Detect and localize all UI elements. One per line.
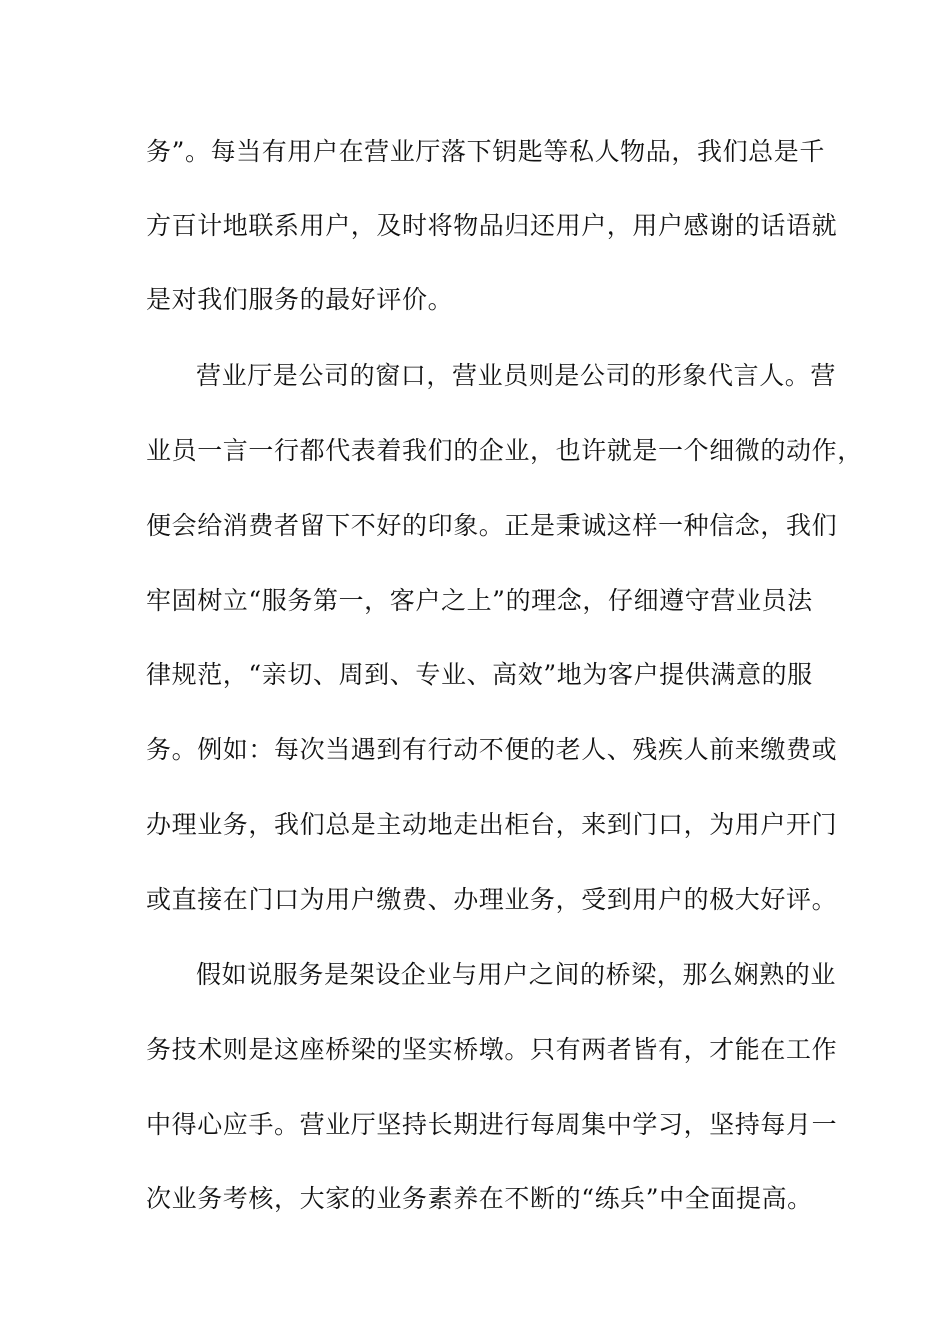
text-line: 务”。每当有用户在营业厅落下钥匙等私人物品，我们总是千 <box>146 137 825 166</box>
text-line: 务。例如：每次当遇到有行动不便的老人、残疾人前来缴费或 <box>146 735 838 764</box>
text-line: 或直接在门口为用户缴费、办理业务，受到用户的极大好评。 <box>146 885 838 914</box>
text-line: 中得心应手。营业厅坚持长期进行每周集中学习，坚持每月一 <box>146 1110 838 1139</box>
text-line: 次业务考核，大家的业务素养在不断的“练兵”中全面提高。 <box>146 1184 813 1213</box>
text-line: 务技术则是这座桥梁的坚实桥墩。只有两者皆有，才能在工作 <box>146 1035 838 1064</box>
text-line: 律规范，“亲切、周到、专业、高效”地为客户提供满意的服 <box>146 660 813 689</box>
text-line: 牢固树立“服务第一，客户之上”的理念，仔细遵守营业员法 <box>146 586 813 615</box>
text-line: 方百计地联系用户，及时将物品归还用户，用户感谢的话语就 <box>146 211 838 240</box>
text-line: 办理业务，我们总是主动地走出柜台，来到门口，为用户开门 <box>146 810 838 839</box>
text-line: 是对我们服务的最好评价。 <box>146 285 454 314</box>
text-line: 业员一言一行都代表着我们的企业，也许就是一个细微的动作， <box>146 436 863 465</box>
paragraph-first-line: 假如说服务是架设企业与用户之间的桥梁，那么娴熟的业 <box>196 960 837 989</box>
text-line: 便会给消费者留下不好的印象。正是秉诚这样一种信念，我们 <box>146 511 838 540</box>
paragraph-first-line: 营业厅是公司的窗口，营业员则是公司的形象代言人。营 <box>196 361 837 390</box>
